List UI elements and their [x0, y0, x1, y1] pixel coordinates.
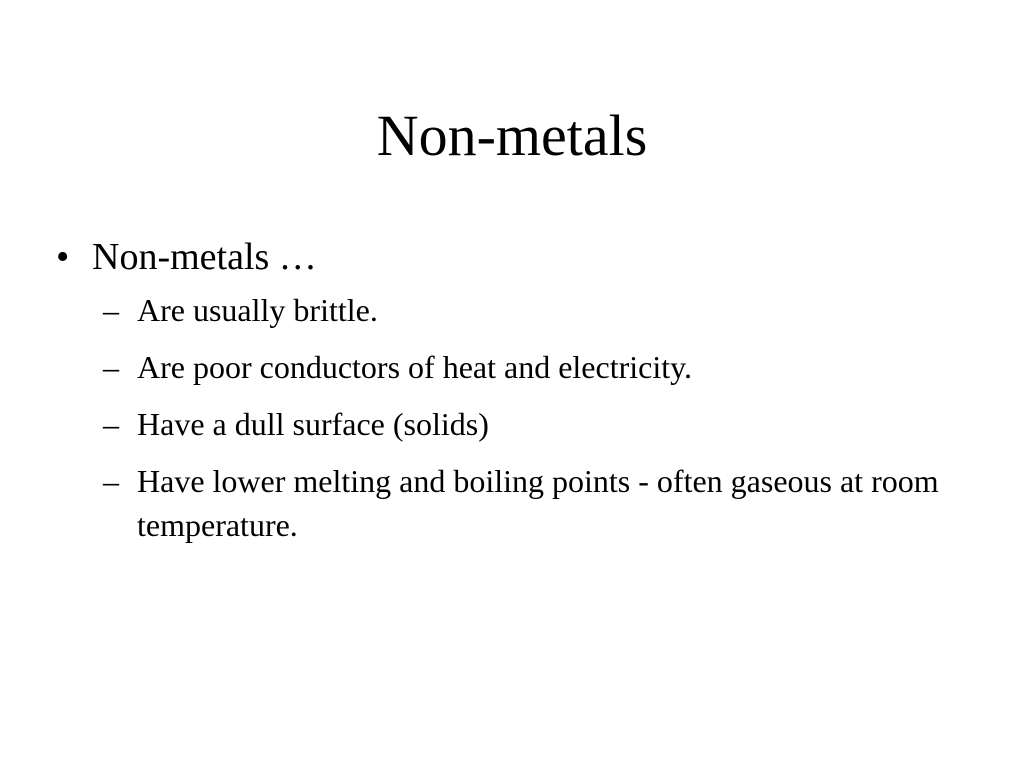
bullet-marker: •	[56, 236, 70, 278]
dash-marker: –	[103, 292, 119, 328]
sub-bullet-group	[52, 288, 1012, 547]
dash-marker: –	[103, 406, 119, 442]
dash-marker: –	[103, 349, 119, 385]
sub-bullet-item	[52, 402, 1012, 446]
sub-bullet-text: Have lower melting and boiling points - often gaseous at room temperature.	[137, 463, 939, 543]
sub-bullet-item	[52, 459, 1012, 547]
sub-bullet-item	[52, 345, 1012, 389]
sub-bullet-item	[52, 288, 1012, 332]
bullet-list	[52, 232, 1012, 560]
sub-bullet-text: Have a dull surface (solids)	[137, 406, 489, 442]
slide-title: Non-metals	[376, 103, 648, 168]
sub-bullet-list	[52, 288, 1012, 547]
bullet-text: Non-metals …	[92, 236, 317, 278]
sub-bullet-text: Are poor conductors of heat and electricity.	[137, 349, 693, 385]
sub-bullet-text: Are usually brittle.	[137, 292, 378, 328]
bullet-item	[52, 232, 1012, 282]
dash-marker: –	[103, 463, 119, 499]
